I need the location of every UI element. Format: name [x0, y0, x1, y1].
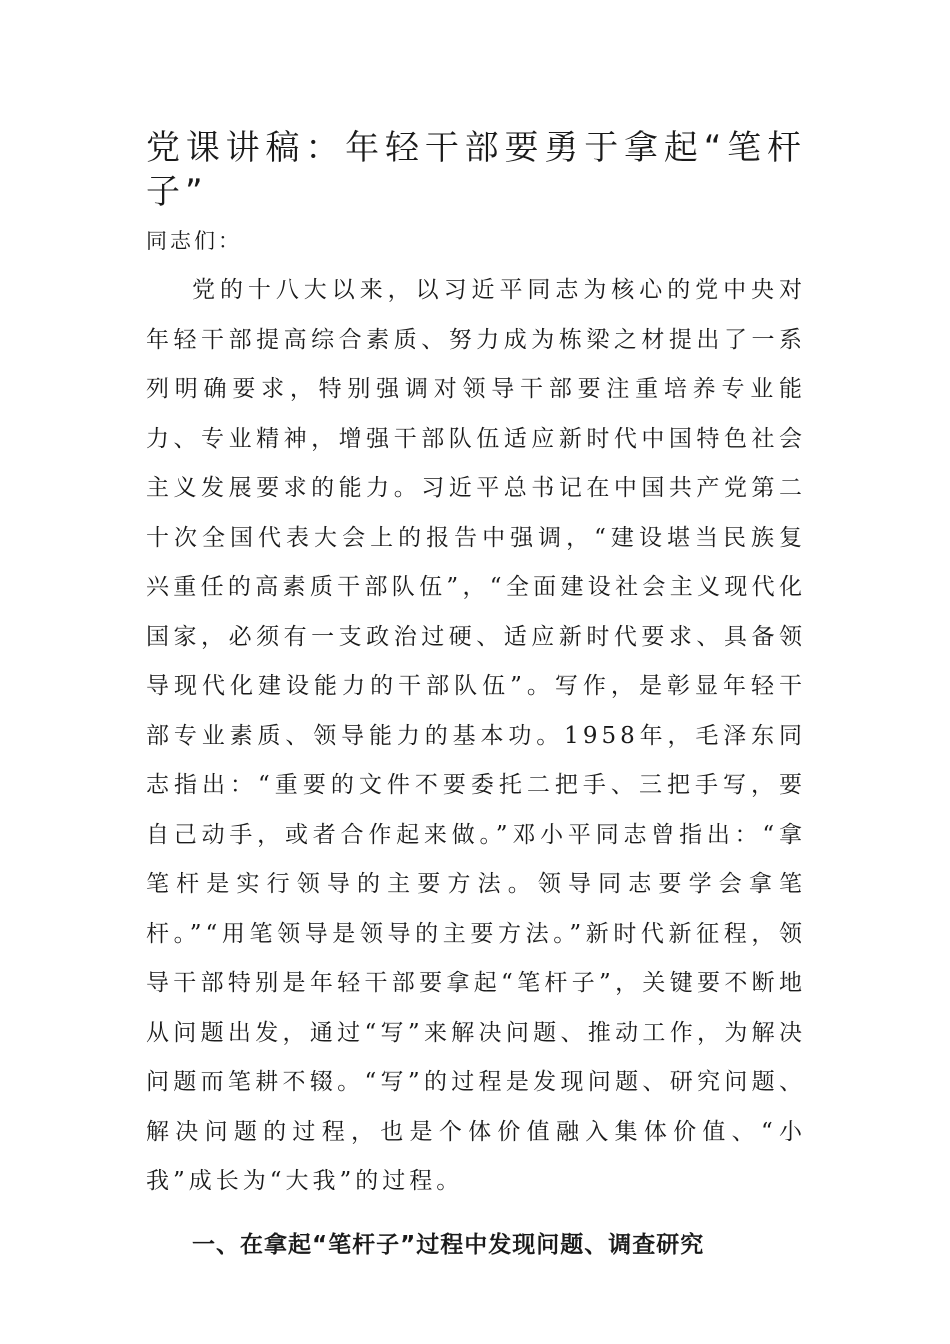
section-heading: 一、在拿起“笔杆子”过程中发现问题、调查研究 [192, 1231, 705, 1258]
document-body [146, 126, 806, 1265]
page-title: 党课讲稿：年轻干部要勇于拿起“笔杆子” [146, 128, 806, 212]
body-paragraph: 党的十八大以来，以习近平同志为核心的党中央对年轻干部提高综合素质、努力成为栋梁之材提出了一系列明确要求，特别强调对领导干部要注重培养专业能力、专业精神，增强干部队伍适应新时代中国特色社会主义发展要求的能力。习近平总书记在中国共产党第二十次全国代表大会上的报告中强调，“建设堪当民族复兴重任的高素质干部队伍”，“全面建设社会主义现代化国家，必须有一支政治过硬、适应新时代要求、具备领导现代化建设能力的干部队伍”。写作，是彰显年轻干部专业素质、领导能力的基本功。1958年，毛泽东同志指出：“重要的文件不要委托二把手、三把手写，要自己动手，或者合作起来做。”邓小平同志曾指出：“拿笔杆是实行领导的主要方法。领导同志要学会拿笔杆。”“用笔领导是领导的主要方法。”新时代新征程，领导干部特别是年轻干部要拿起“笔杆子”，关键要不断地从问题出发，通过“写”来解决问题、推动工作，为解决问题而笔耕不辍。“写”的过程是发现问题、研究问题、解决问题的过程，也是个体价值融入集体价值、“小我”成长为“大我”的过程。 [146, 277, 806, 1194]
salutation: 同志们： [146, 229, 242, 253]
